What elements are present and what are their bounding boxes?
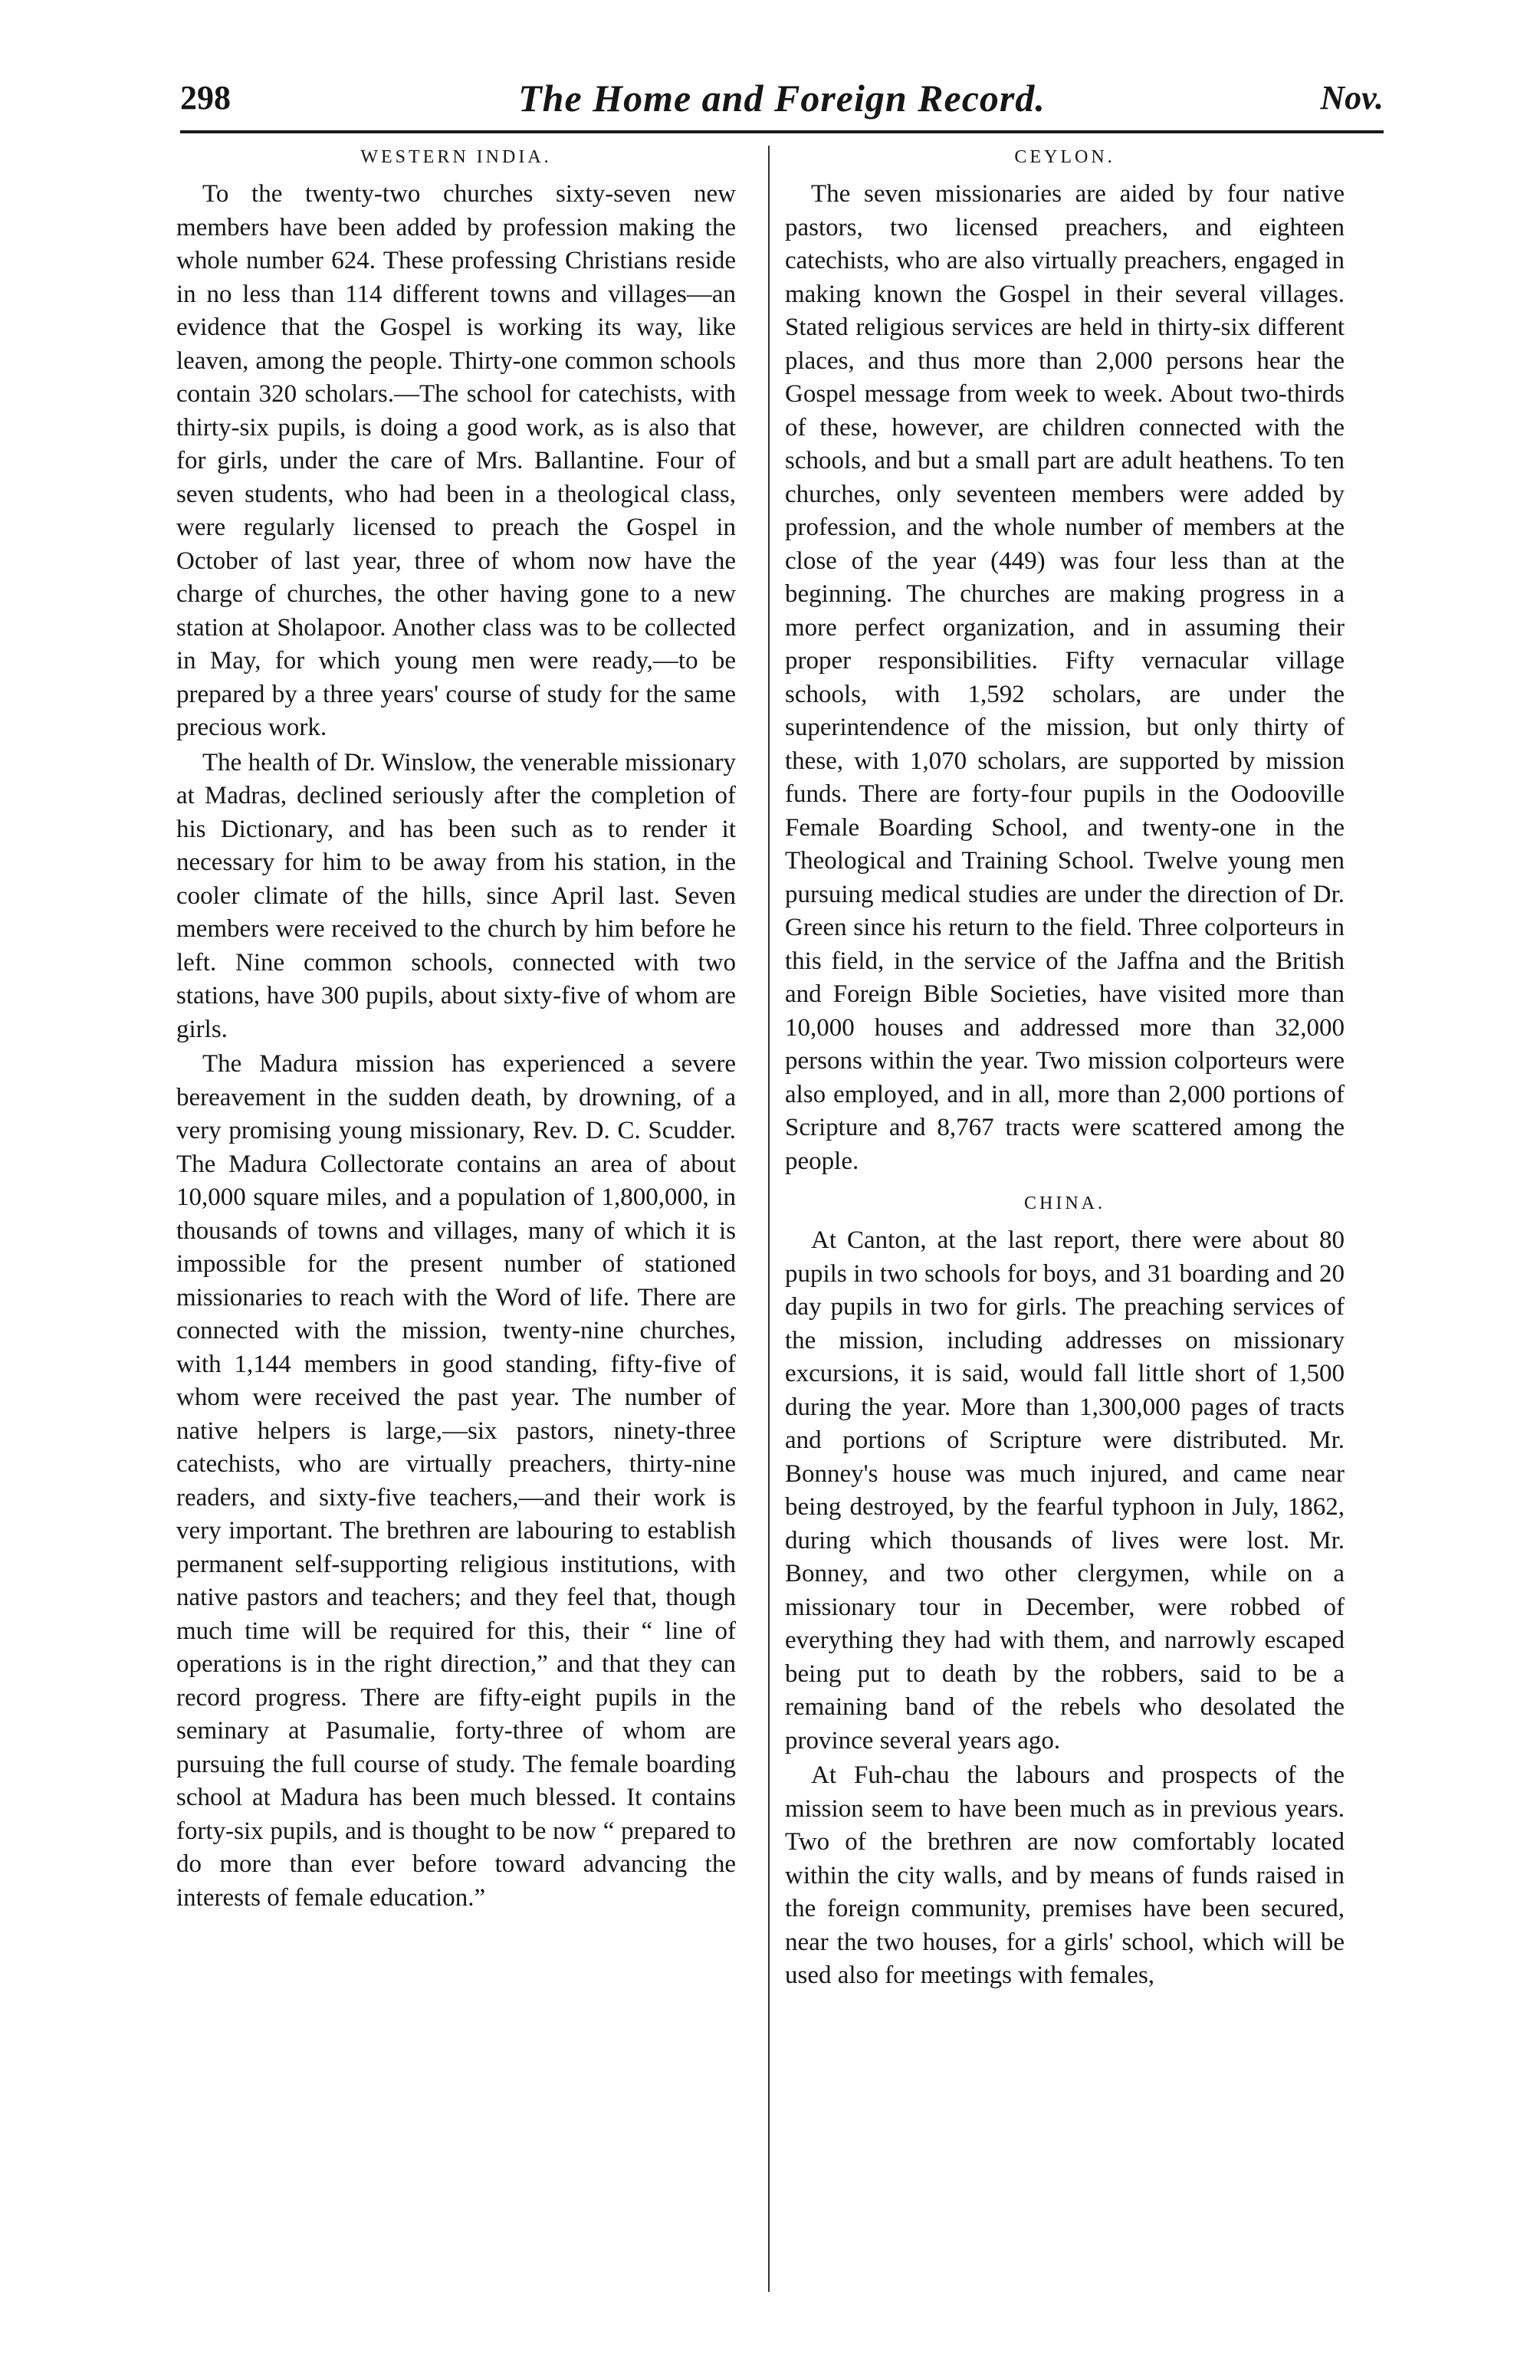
issue-month: Nov. [1320,79,1384,117]
paragraph: The seven missionaries are aided by four native pastors, two licensed preachers, and eighteen catechists, who are also virtually preachers, engaged in making known the Gospel in their several villages. Stated religious services are held in thirty-six different places, and thus more than 2,000 persons hear the Gospel message from week to week. About two-thirds of these, however, are children connected with the schools, and but a small part are adult heathens. To ten churches, only seventeen members were added by profession, and the whole number of members at the close of the year (449) was four less than at the beginning. The churches are making progress in a more perfect organization, and in assuming their proper responsibilities. Fifty vernacular village schools, with 1,592 scholars, are under the superintendence of the mission, but only thirty of these, with 1,070 scholars, are supported by mission funds. There are forty-four pupils in the Oodooville Female Boarding School, and twenty-one in the Theological and Training School. Twelve young men pursuing medical studies are under the direction of Dr. Green since his return to the field. Three colporteurs in this field, in the service of the Jaffna and the British and Foreign Bible Societies, have visited more than 10,000 houses and addressed more than 32,000 persons within the year. Two mission colporteurs were also employed, and in all, more than 2,000 portions of Scripture and 8,767 tracts were scattered among the people. [785,180,1345,1175]
section-gap [785,1178,1345,1190]
paragraph: To the twenty-two churches sixty-seven new members have been added by profession making the whole number 624. These professing Christians reside in no less than 114 different towns and villages—an evidence that the Gospel is working its way, like leaven, among the people. Thirty-one common schools contain 320 scholars.—The school for catechists, with thirty-six pupils, is doing a good work, as is also that for girls, under the care of Mrs. Ballantine. Four of seven students, who had been in a theological class, were regularly licensed to preach the Gospel in October of last year, three of whom now have the charge of churches, the other having gone to a new station at Sholapoor. Another class was to be collected in May, for which young men were ready,—to be prepared by a three years' course of study for the same precious work. [176,180,736,741]
column-rule [768,146,770,2292]
running-header [180,71,1384,126]
paragraph: At Canton, at the last report, there were about 80 pupils in two schools for boys, and 31 boarding and 20 day pupils in two for girls. The preaching services of the mission, including addresses on missionary excursions, it is said, would fall little short of 1,500 during the year. More than 1,300,000 pages of tracts and portions of Scripture were distributed. Mr. Bonney's house was much injured, and came near being destroyed, by the fearful typhoon in July, 1862, during which thousands of lives were lost. Mr. Bonney, and two other clergymen, while on a missionary tour in December, were robbed of everything they had with them, and narrowly escaped being put to death by the robbers, said to be a remaining band of the rebels who desolated the province several years ago. [785,1226,1345,1755]
paragraph: The health of Dr. Winslow, the venerable missionary at Madras, declined seriously after the completion of his Dictionary, and has been such as to render it necessary for him to be away from his station, in the cooler climate of the hills, since April last. Seven members were received to the church by him before he left. Nine common schools, connected with two stations, have 300 pupils, about sixty-five of whom are girls. [176,748,736,1043]
page-number: 298 [180,79,231,117]
header-rule [180,130,1384,133]
running-title: The Home and Foreign Record. [518,77,1046,120]
paragraph: At Fuh-chau the labours and prospects of the mission seem to have been much as in previous years. Two of the brethren are now comfortably located within the city walls, and by means of funds raised in the foreign community, premises have been secured, near the two houses, for a girls' school, which will be used also for meetings with females, [785,1761,1345,1989]
section-heading-ceylon: CEYLON. [1014,147,1115,167]
right-column [785,144,1345,2290]
section-heading-china: CHINA. [1024,1193,1105,1213]
section-heading-western-india: WESTERN INDIA. [360,147,552,167]
left-column [176,144,736,2290]
paragraph: The Madura mission has experienced a severe bereavement in the sudden death, by drowning, of a very promising young missionary, Rev. D. C. Scudder. The Madura Collectorate contains an area of about 10,000 square miles, and a population of 1,800,000, in thousands of towns and villages, many of which it is impossible for the present number of stationed missionaries to reach with the Word of life. There are connected with the mission, twenty-nine churches, with 1,144 members in good standing, fifty-five of whom were received the past year. The number of native helpers is large,—six pastors, ninety-three catechists, who are virtually preachers, thirty-nine readers, and sixty-five teachers,—and their work is very important. The brethren are labouring to establish permanent self-supporting religious institutions, with native pastors and teachers; and they feel that, though much time will be required for this, their “ line of operations is in the right direction,” and that they can record progress. There are fifty-eight pupils in the seminary at Pasumalie, forty-three of whom are pursuing the full course of study. The female boarding school at Madura has been much blessed. It contains forty-six pupils, and is thought to be now “ prepared to do more than ever before toward advancing the interests of female education.” [176,1050,736,1912]
